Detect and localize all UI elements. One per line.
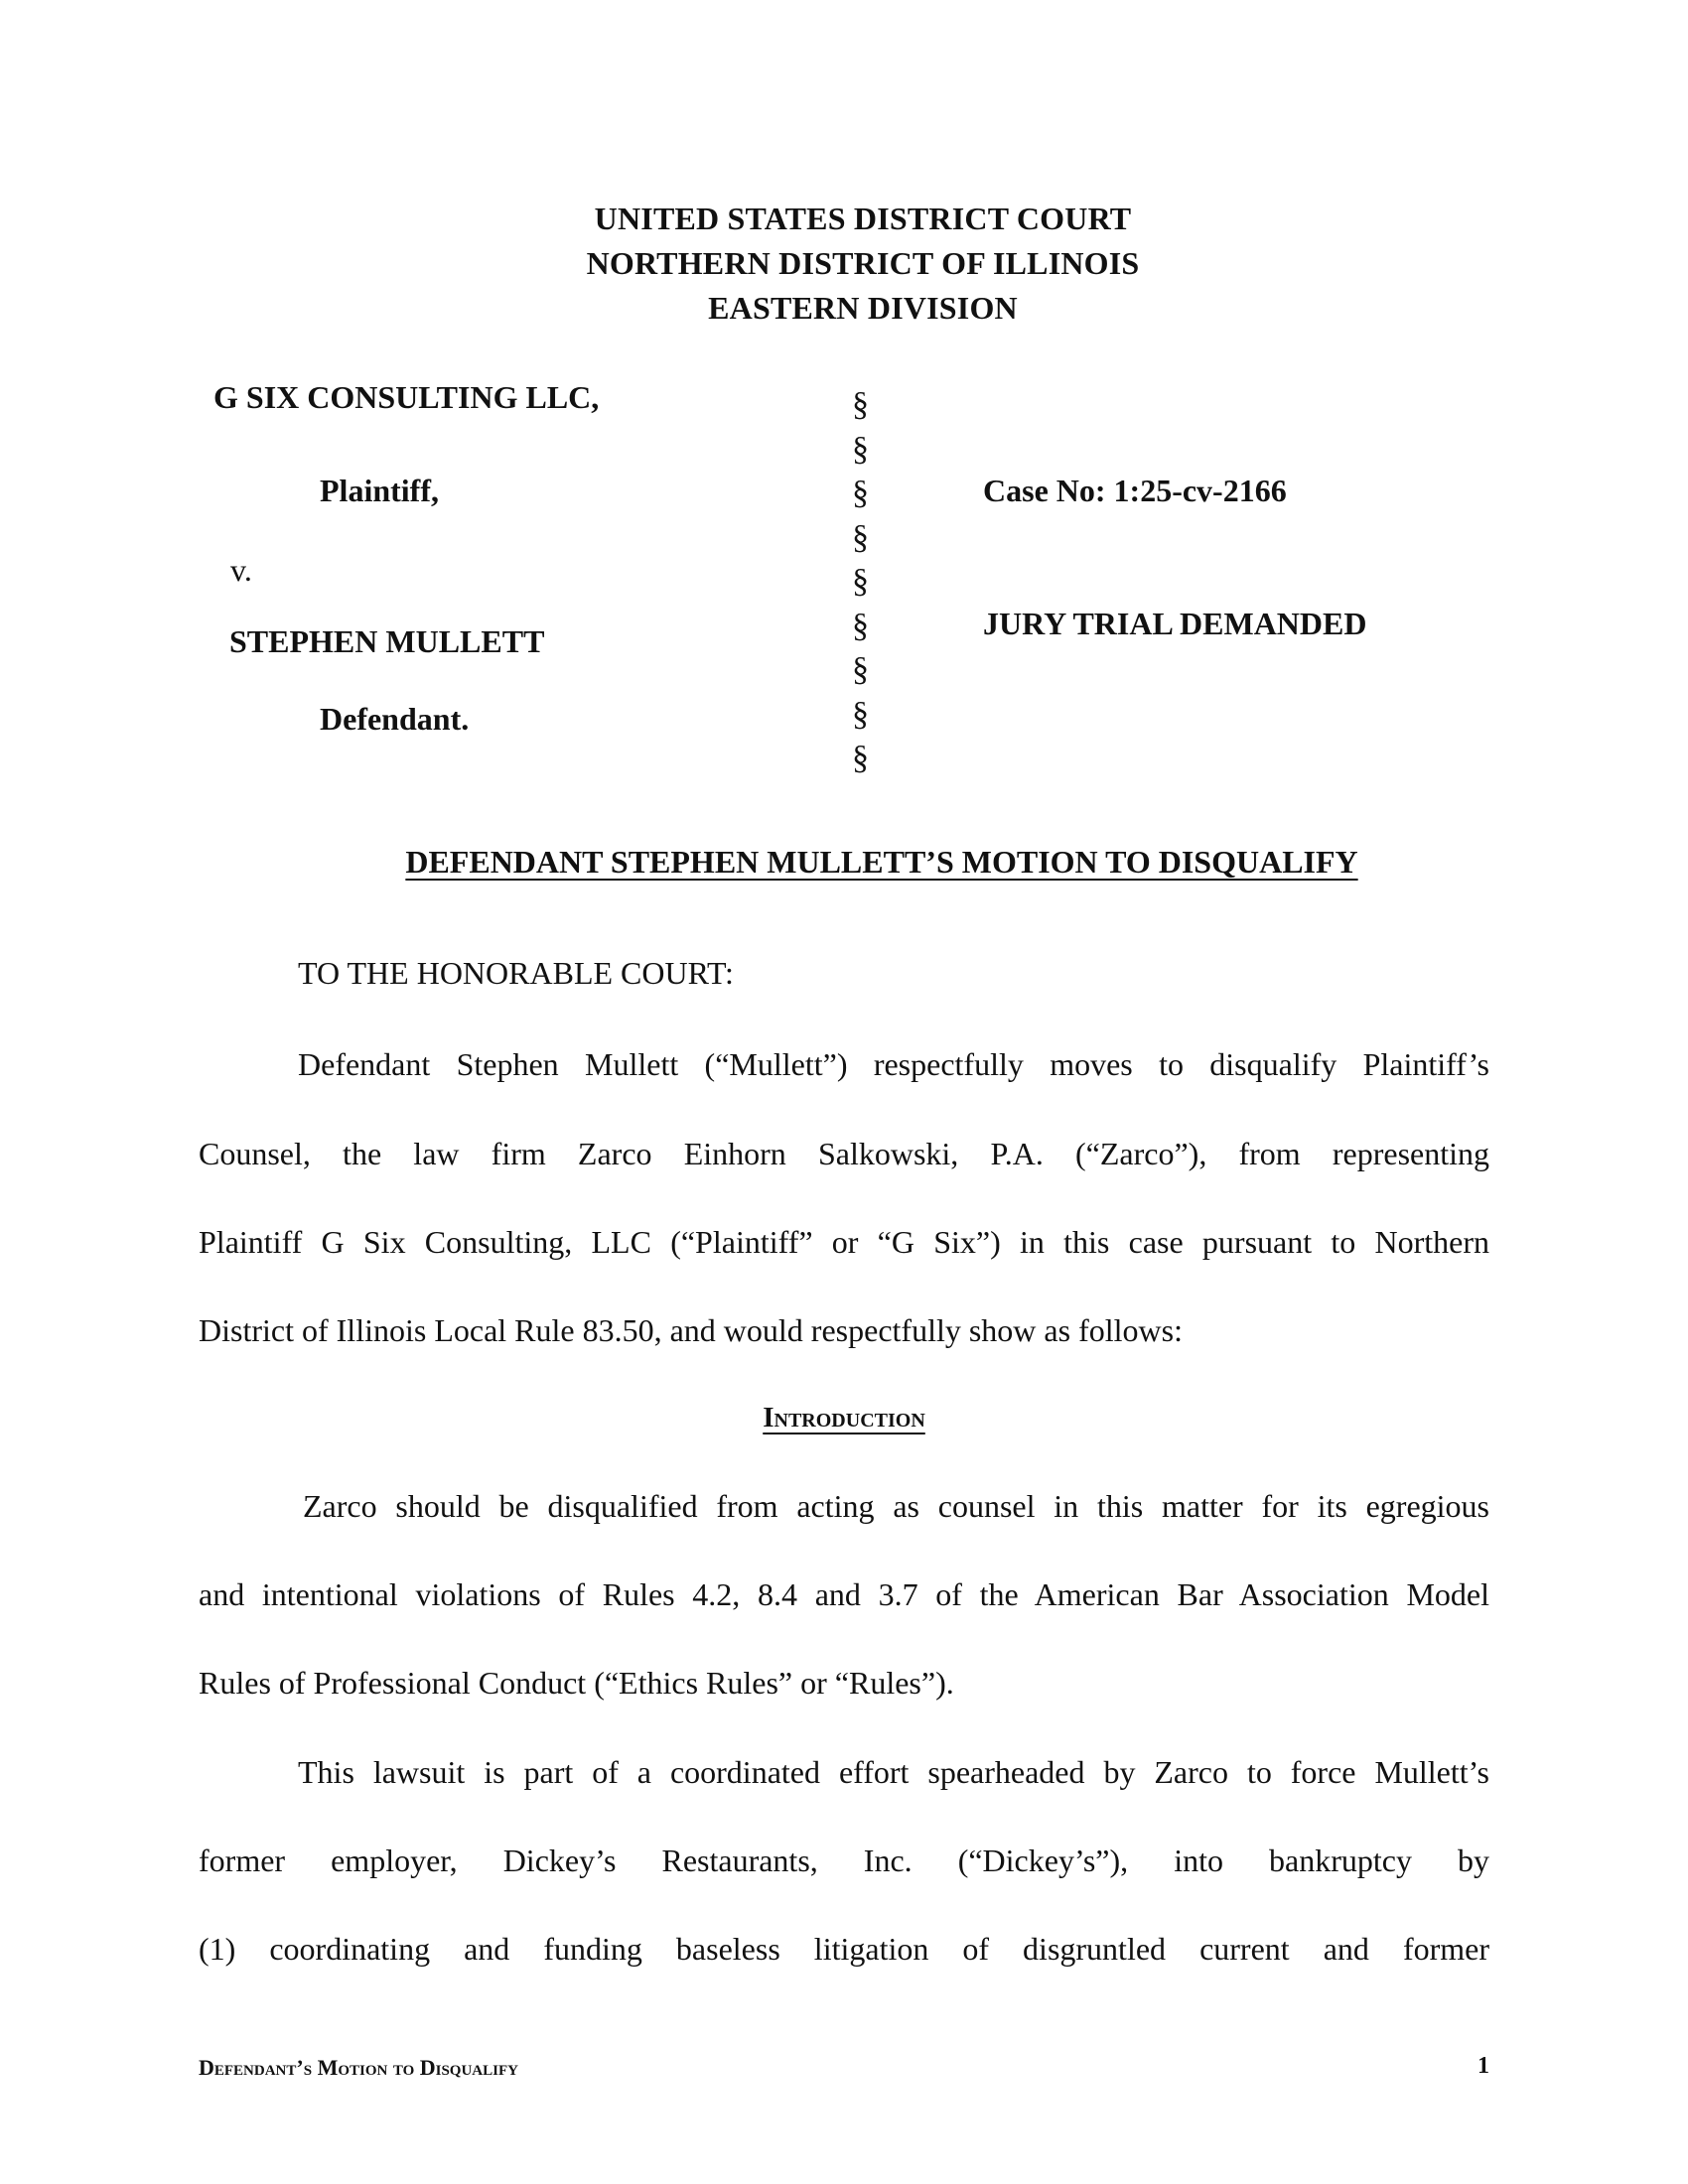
paragraph-line: Rules of Professional Conduct (“Ethics Rules” or “Rules”). — [199, 1665, 954, 1701]
plaintiff-name: G SIX CONSULTING LLC, — [213, 379, 600, 415]
section-mark: § — [852, 695, 869, 733]
court-district: NORTHERN DISTRICT OF ILLINOIS — [586, 245, 1140, 281]
versus-label: v. — [230, 552, 252, 588]
paragraph-line: District of Illinois Local Rule 83.50, and would respectfully show as follows: — [199, 1312, 1183, 1348]
paragraph-line: Plaintiff G Six Consulting, LLC (“Plaintiff” or “G Six”) in this case pursuant to Northern — [199, 1224, 1489, 1260]
section-heading-introduction: Introduction — [763, 1402, 925, 1433]
salutation: TO THE HONORABLE COURT: — [298, 955, 734, 991]
section-mark: § — [852, 607, 869, 644]
court-name: UNITED STATES DISTRICT COURT — [594, 201, 1132, 236]
paragraph-line: (1) coordinating and funding baseless litigation of disgruntled current and former — [199, 1931, 1489, 1967]
section-mark: § — [852, 518, 869, 556]
paragraph-line: former employer, Dickey’s Restaurants, Inc. (“Dickey’s”), into bankruptcy by — [199, 1843, 1489, 1878]
case-number: Case No: 1:25-cv-2166 — [983, 473, 1287, 508]
section-mark: § — [852, 740, 869, 776]
section-mark: § — [852, 386, 869, 423]
paragraph-line: Zarco should be disqualified from acting as counsel in this matter for its egregious — [303, 1488, 1489, 1524]
defendant-name: STEPHEN MULLETT — [229, 623, 545, 659]
court-header — [0, 197, 1688, 331]
section-mark: § — [852, 475, 869, 511]
jury-demand: JURY TRIAL DEMANDED — [983, 606, 1367, 641]
footer-page-number: 1 — [1477, 2053, 1489, 2079]
footer-document-title: Defendant’s Motion to Disqualify — [199, 2055, 518, 2080]
section-mark-column — [852, 383, 869, 781]
paragraph-line: Counsel, the law firm Zarco Einhorn Salkowski, P.A. (“Zarco”), from representing — [199, 1136, 1489, 1171]
section-mark: § — [852, 563, 869, 600]
section-mark: § — [852, 430, 869, 468]
paragraph-line: and intentional violations of Rules 4.2, 8.4 and 3.7 of the American Bar Association Model — [199, 1576, 1489, 1612]
paragraph-line: Defendant Stephen Mullett (“Mullett”) respectfully moves to disqualify Plaintiff’s — [298, 1046, 1489, 1082]
plaintiff-role: Plaintiff, — [320, 473, 439, 508]
paragraph-line: This lawsuit is part of a coordinated effort spearheaded by Zarco to force Mullett’s — [298, 1754, 1489, 1790]
defendant-role: Defendant. — [320, 701, 470, 737]
motion-title: DEFENDANT STEPHEN MULLETT’S MOTION TO DISQUALIFY — [405, 844, 1358, 880]
section-mark: § — [852, 651, 869, 688]
court-division: EASTERN DIVISION — [708, 290, 1018, 326]
